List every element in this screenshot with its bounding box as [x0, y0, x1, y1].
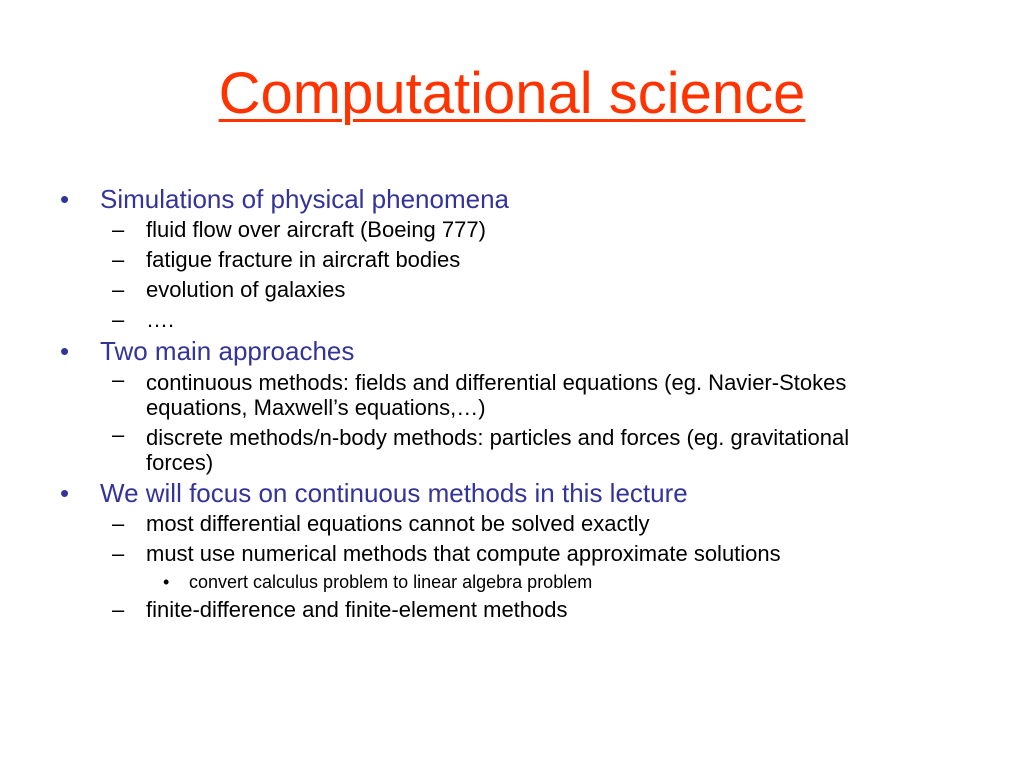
subbullet-cannot-solve-exactly	[0, 509, 1024, 539]
subbullet-text: must use numerical methods that compute approximate solutions	[146, 541, 781, 566]
subbullet-text: most differential equations cannot be solved exactly	[146, 511, 650, 536]
subbullet-ellipsis	[0, 305, 1024, 335]
bullet-text: Two main approaches	[100, 336, 355, 366]
subbullet-text: evolution of galaxies	[146, 277, 346, 302]
subbullet-text: fatigue fracture in aircraft bodies	[146, 247, 461, 272]
bullet-marker: •	[60, 184, 70, 214]
subbullet-fluid-flow	[0, 215, 1024, 245]
bullet-simulations	[0, 183, 1024, 215]
dash-marker: –	[112, 541, 125, 566]
subbullet-finite-methods	[0, 595, 1024, 625]
subbullet-text: ….	[146, 307, 175, 332]
subbullet-numerical-methods	[0, 539, 1024, 569]
dash-marker: –	[112, 307, 125, 332]
bullet-text: We will focus on continuous methods in this lecture	[100, 478, 688, 508]
subbullet-continuous-methods	[0, 367, 1024, 422]
subbullet-discrete-methods	[0, 422, 1024, 477]
subsubbullet-text: convert calculus problem to linear algebra problem	[189, 572, 593, 592]
bullet-text: Simulations of physical phenomena	[100, 184, 510, 214]
bullet-focus-continuous	[0, 477, 1024, 509]
dash-marker: –	[112, 217, 125, 242]
dash-marker: –	[112, 422, 125, 447]
dash-marker: –	[112, 247, 125, 272]
subbullet-text-line-2: equations, Maxwell’s equations,…)	[146, 395, 486, 420]
bullet-marker: •	[163, 572, 170, 592]
dash-marker: –	[112, 367, 125, 392]
bullet-two-approaches	[0, 335, 1024, 367]
subbullet-text-line-2: forces)	[146, 450, 214, 475]
subbullet-text-line-1: discrete methods/n-body methods: particles and forces (eg. gravitational	[146, 425, 850, 450]
bullet-marker: •	[60, 478, 70, 508]
dash-marker: –	[112, 511, 125, 536]
dash-marker: –	[112, 597, 125, 622]
subbullet-text-line-1: continuous methods: fields and differential equations (eg. Navier-Stokes	[146, 370, 847, 395]
slide-title: Computational science	[218, 61, 806, 126]
subbullet-text: fluid flow over aircraft (Boeing 777)	[146, 217, 486, 242]
subbullet-text: finite-difference and finite-element methods	[146, 597, 568, 622]
subbullet-galaxies	[0, 275, 1024, 305]
bullet-marker: •	[60, 336, 70, 366]
subbullet-fatigue-fracture	[0, 245, 1024, 275]
dash-marker: –	[112, 277, 125, 302]
subsubbullet-calculus-to-linear-algebra	[0, 569, 1024, 595]
slide-content	[0, 183, 1024, 625]
